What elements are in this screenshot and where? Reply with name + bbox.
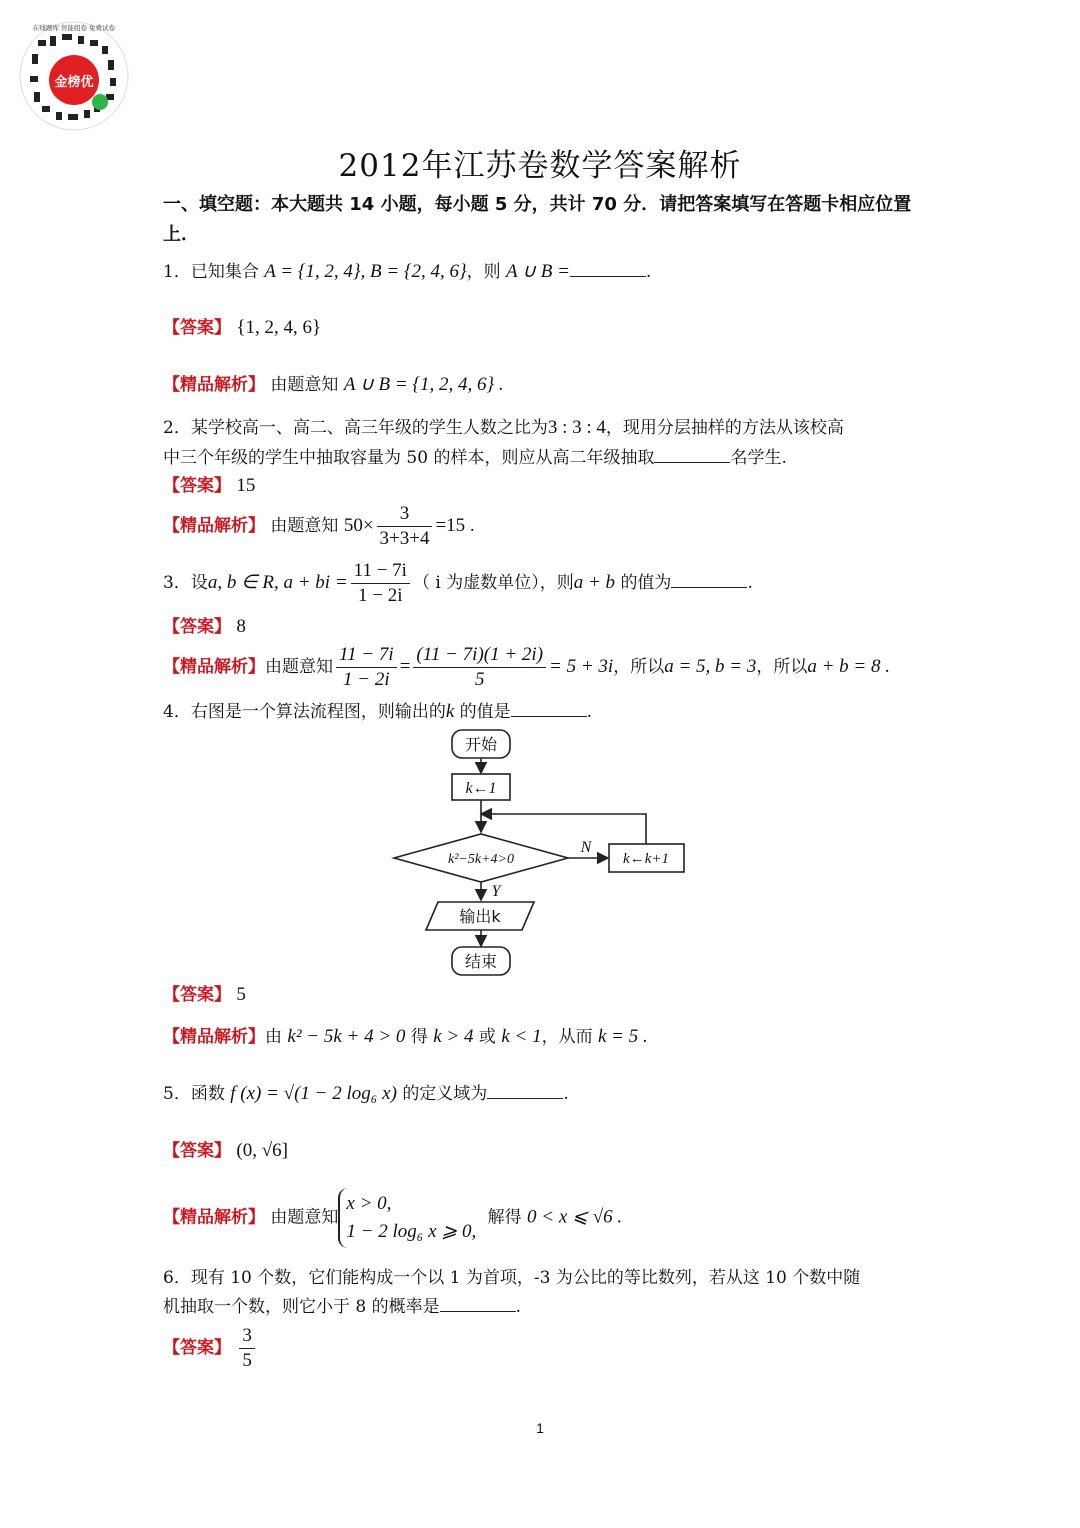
question-6-line-1: 6．现有 10 个数，它们能构成一个以 1 为首项，-3 为公比的等比数列，若从这 10 个数中随 [163, 1268, 861, 1288]
flow-loop-arrow [481, 814, 646, 844]
flow-output-label: 输出k [459, 907, 501, 926]
logo-text: 金榜优 [54, 75, 94, 90]
analysis-3: 【精品解析】由题意知 $\frac{11 - 7i}{1 - 2i}$ = $\frac{(11 - 7i)(1 + 2i)}{5}$ = 5 + 3i，所以a = 5, b = 3，所以a + b = 8 . [163, 644, 891, 690]
flow-end-label: 结束 [464, 952, 498, 971]
analysis-4: 【精品解析】由 k² − 5k + 4 > 0 得 k > 4 或 k < 1，从而 k = 5 . [163, 1026, 648, 1047]
analysis-2: 【精品解析】 由题意知 50× $\frac{3}{3+3+4}$ =15 . [163, 503, 475, 549]
question-5: 5．函数 f (x) = √(1 − 2 log₆ x) 的定义域为 . [163, 1083, 569, 1104]
question-4: 4．右图是一个算法流程图，则输出的k 的值是 . [163, 701, 593, 722]
question-2-line-1: 2．某学校高一、高二、高三年级的学生人数之比为3 : 3 : 4，现用分层抽样的方法从该校高 [163, 417, 844, 438]
flowchart [390, 728, 700, 980]
analysis-5: 【精品解析】 由题意知 x > 0, 1 − 2 log₆ x ⩾ 0, 解得 0 < x ⩽ √6 . [163, 1188, 622, 1248]
page-number: 1 [536, 1420, 544, 1436]
question-2-line-2: 中三个年级的学生中抽取容量为 50 的样本，则应从高二年级抽取 名学生. [163, 448, 787, 468]
answer-3: 【答案】 8 [163, 616, 246, 637]
brand-logo [18, 20, 130, 132]
answer-6: 【答案】 $\frac{3}{5}$ [163, 1324, 258, 1373]
question-6-line-2: 机抽取一个数，则它小于 8 的概率是 . [163, 1297, 522, 1317]
flow-condition-label: k²−5k+4>0 [448, 852, 514, 867]
flow-yes-label: Y [491, 883, 501, 900]
flow-start-label: 开始 [464, 735, 498, 754]
question-1: 1．已知集合 A = {1, 2, 4}, B = {2, 4, 6}，则 A ∪ B = . [163, 261, 652, 282]
flow-init-label: k←1 [465, 780, 497, 797]
flow-update-label: k←k+1 [623, 851, 669, 867]
question-3: 3．设a, b ∈ R, a + bi = $\frac{11 - 7i}{1 - 2i}$ （ i 为虚数单位），则a + b 的值为 . [163, 560, 753, 606]
page-title: 2012年江苏卷数学答案解析 [338, 148, 742, 184]
answer-2: 【答案】 15 [163, 475, 256, 496]
section-heading: 一、填空题：本大题共 14 小题，每小题 5 分，共计 70 分．请把答案填写在答题卡相应位置上． [163, 194, 912, 245]
analysis-1: 【精品解析】 由题意知 A ∪ B = {1, 2, 4, 6} . [163, 374, 504, 395]
mini-program-icon [92, 94, 108, 110]
answer-1: 【答案】 {1, 2, 4, 6} [163, 317, 322, 338]
answer-4: 【答案】 5 [163, 984, 246, 1005]
answer-5: 【答案】 (0, √6] [163, 1140, 288, 1161]
flow-no-label: N [580, 839, 592, 856]
logo-ring-text: 在线题库 智能组卷 免费试卷 [32, 24, 116, 32]
